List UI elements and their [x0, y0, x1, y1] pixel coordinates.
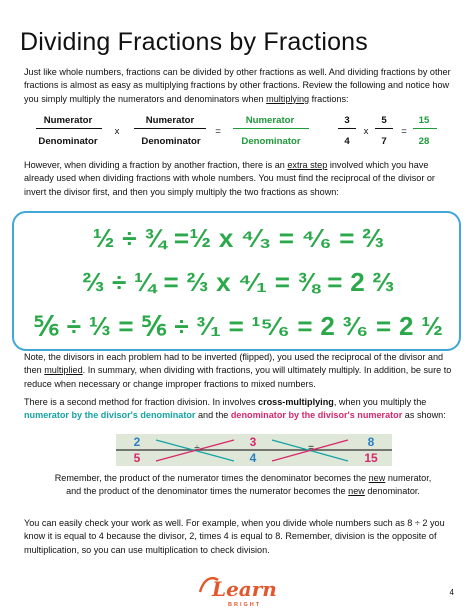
diagram-n3: 8: [367, 435, 375, 449]
logo-text: Learn: [212, 577, 277, 601]
new-underlined-1: new: [368, 473, 386, 483]
intro-text: Just like whole numbers, fractions can be divided by other fractions as well. And dividing fractions by other fractions is almost as easy as multiplying fractions by other fractions. Review the following and notice how you simply multiply the numerators and denominators when: [24, 67, 451, 104]
intro-end: fractions:: [309, 93, 349, 104]
example-n2: 5: [381, 115, 387, 126]
check-work-paragraph: You can easily check your work as well. For example, when you divide whole numbers such as 8 ÷ 2 you know it is equal to 4 because the divisor, 2, times 4 is equal to 8. Remember, division is the opposite of multiplication, so you can use multiplication to check division.: [24, 518, 445, 555]
page-title: Dividing Fractions by Fractions: [20, 28, 368, 56]
remember-paragraph: [48, 472, 438, 499]
example-bar-1: [338, 128, 356, 129]
equation-1: ½ ÷ ¾ =½ x ⁴⁄₃ = ⁴⁄₆ = ⅔: [92, 223, 385, 253]
rule-numerator-2: Numerator: [145, 115, 195, 126]
diagram-d1: 5: [133, 451, 141, 465]
diagram-n1: 2: [133, 435, 141, 449]
pink-highlight: denominator by the divisor's numerator: [230, 410, 403, 421]
diagram-equals: =: [308, 443, 314, 454]
diagram-divide: ÷: [194, 443, 200, 454]
para3-text-a: Note, the divisors in each problem had to be inverted (flipped), you used the reciprocal of the divisor and then: [24, 352, 444, 376]
example-n3: 15: [418, 115, 430, 126]
cross-multiply-diagram: [116, 434, 392, 466]
new-underlined-2: new: [348, 486, 365, 497]
diagram-d2: 4: [249, 451, 257, 465]
equation-3: ⅚ ÷ ⅓ = ⅚ ÷ ³⁄₁ = ¹⁵⁄₆ = 2 ³⁄₆ = 2 ½: [33, 311, 444, 341]
rule-denominator-3: Denominator: [241, 136, 301, 147]
para5-text-c: denominator.: [364, 486, 420, 497]
rule-times: x: [114, 126, 120, 137]
rule-equals: =: [215, 126, 221, 137]
rule-bar-2: [134, 128, 206, 129]
example-d3: 28: [418, 136, 430, 147]
teal-highlight: numerator by the divisor's denominator: [24, 410, 196, 421]
rule-denominator-1: Denominator: [38, 136, 98, 147]
para4-text-a: There is a second method for fraction division. In involves: [24, 397, 259, 407]
intro-paragraph: [24, 66, 452, 106]
extra-step-underlined: extra step: [287, 160, 328, 170]
diagram-n2: 3: [249, 435, 257, 449]
rule-numerator-3: Numerator: [245, 115, 295, 126]
para2-text-a: However, when dividing a fraction by another fraction, there is an: [24, 160, 288, 170]
para2-text-b: involved which you have already used when dividing fractions with whole numbers. You must find the reciprocal of the divisor or invert the divisor first, and then you simply multiply the two fractions as shown:: [24, 160, 435, 197]
multiplied-underlined: multiplied: [44, 365, 83, 376]
cross-multiplying-bold: cross-multiplying: [258, 397, 334, 407]
rule-denominator-2: Denominator: [141, 136, 201, 147]
para5-text-a: Remember, the product of the numerator times the denominator becomes the: [54, 473, 369, 483]
para4-text-b: , when you multiply the: [333, 397, 427, 407]
example-bar-2: [375, 128, 393, 129]
para4-text-c: and the: [195, 410, 231, 421]
equation-2: ⅔ ÷ ¼ = ⅔ x ⁴⁄₁ = ⅜ = 2 ⅔: [82, 267, 395, 297]
rule-bar-1: [36, 128, 102, 129]
para5-text-b: numerator, and the product of the denominator times the numerator becomes the: [66, 473, 432, 497]
example-equals: =: [401, 126, 407, 137]
para3-text-b: . In summary, when dividing with fractions, you will ultimately multiply. In addition, be sure to reduce when necessary or change improper fractions to mixed numbers.: [24, 365, 452, 389]
logo-subtext: BRIGHT: [228, 602, 262, 608]
example-d2: 7: [381, 136, 387, 147]
para4-text-d: as shown:: [402, 410, 446, 421]
intro-underlined: multiplying: [266, 93, 310, 104]
example-times: x: [363, 126, 369, 137]
example-d1: 4: [344, 136, 350, 147]
diagram-d3: 15: [364, 451, 378, 465]
example-bar-3: [413, 128, 437, 129]
rule-bar-3: [233, 128, 309, 129]
cross-multiply-paragraph: [24, 396, 452, 423]
reciprocal-paragraph: [24, 159, 452, 199]
summary-paragraph: [24, 351, 452, 391]
examples-box: [12, 211, 461, 351]
page-number: 4: [449, 588, 454, 597]
example-n1: 3: [344, 115, 350, 126]
rule-numerator-1: Numerator: [43, 115, 93, 126]
